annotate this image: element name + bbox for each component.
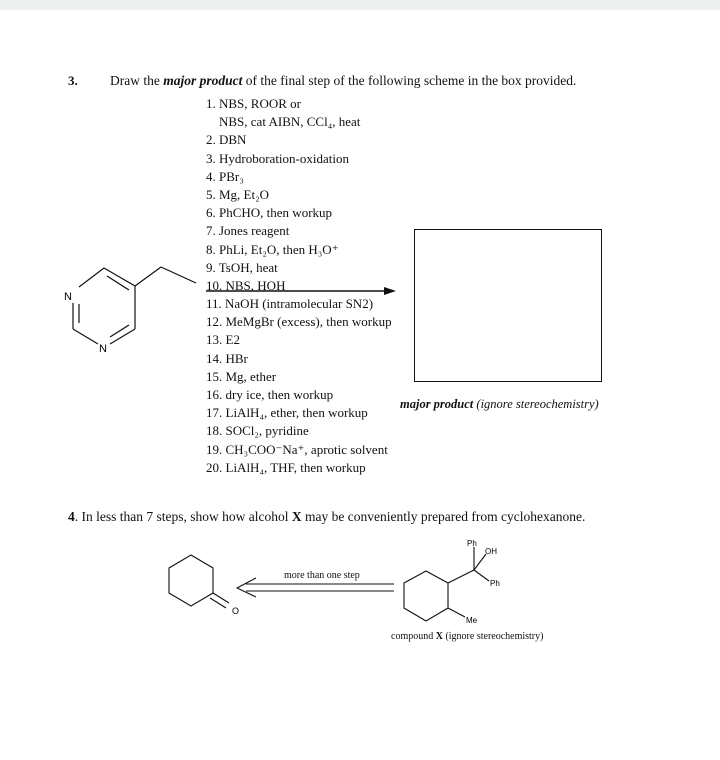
reagent-step: 6. PhCHO, then workup xyxy=(206,205,333,221)
reagent-step: 16. dry ice, then workup xyxy=(206,387,334,402)
reagent-step: 12. MeMgBr (excess), then workup xyxy=(206,314,392,330)
reagent-step: 8. PhLi, Et₂O, then H₃O⁺ xyxy=(206,241,339,257)
reagent-step: 1. NBS, ROOR or xyxy=(206,96,301,111)
ketone-oxygen-label: O xyxy=(232,606,240,616)
reagent-step: 11. NaOH (intramolecular SN2) xyxy=(206,296,374,312)
reagent-step: 15. Mg, ether xyxy=(206,368,277,384)
reagent-step: 17. LiAlH₄, ether, then workup xyxy=(206,405,368,421)
pyrimidine-ring xyxy=(73,267,196,344)
compound-x-caption: compound X (ignore stereochemistry) xyxy=(391,631,544,642)
reagent-step: 20. LiAlH₄, THF, then workup xyxy=(206,459,366,475)
phenyl-right-label: Ph xyxy=(490,579,500,588)
answer-box-caption: major product (ignore stereochemistry) xyxy=(400,397,599,411)
pyrimidine-n2-label: N xyxy=(99,343,107,355)
phenyl-top-label: Ph xyxy=(467,539,477,548)
cyclohexanone-structure xyxy=(169,555,229,608)
hydroxyl-label: OH xyxy=(485,547,497,556)
retrosynthesis-arrow-label: more than one step xyxy=(284,570,360,581)
question-4-prompt: 4. In less than 7 steps, show how alcohol X may be conveniently prepared from cyclohexanone. xyxy=(68,509,586,524)
pyrimidine-n1-label: N xyxy=(64,291,72,303)
reagent-step: 3. Hydroboration-oxidation xyxy=(206,150,349,166)
compound-x-structure xyxy=(404,547,489,621)
reagent-step: 7. Jones reagent xyxy=(206,223,290,239)
question-3-prompt: Draw the major product of the final step of the following scheme in the box provided. xyxy=(110,73,577,88)
reagent-step: 14. HBr xyxy=(206,350,248,366)
reagent-step: 4. PBr₃ xyxy=(206,168,244,184)
reagent-steps-list xyxy=(206,95,392,477)
reagent-step: 5. Mg, Et₂O xyxy=(206,186,270,202)
reagent-step: 13. E2 xyxy=(206,332,240,348)
reagent-step: 9. TsOH, heat xyxy=(206,259,278,275)
reagent-step: 10. NBS, HOH xyxy=(206,277,286,293)
answer-box[interactable] xyxy=(414,229,602,382)
methyl-label: Me xyxy=(466,616,478,625)
reagent-step: 18. SOCl₂, pyridine xyxy=(206,423,309,439)
reagent-step: NBS, cat AIBN, CCl₄, heat xyxy=(219,114,361,130)
question-3-number: 3. xyxy=(68,73,78,88)
reagent-step: 19. CH₃COO⁻Na⁺, aprotic solvent xyxy=(206,441,388,457)
reagent-step: 2. DBN xyxy=(206,132,247,148)
